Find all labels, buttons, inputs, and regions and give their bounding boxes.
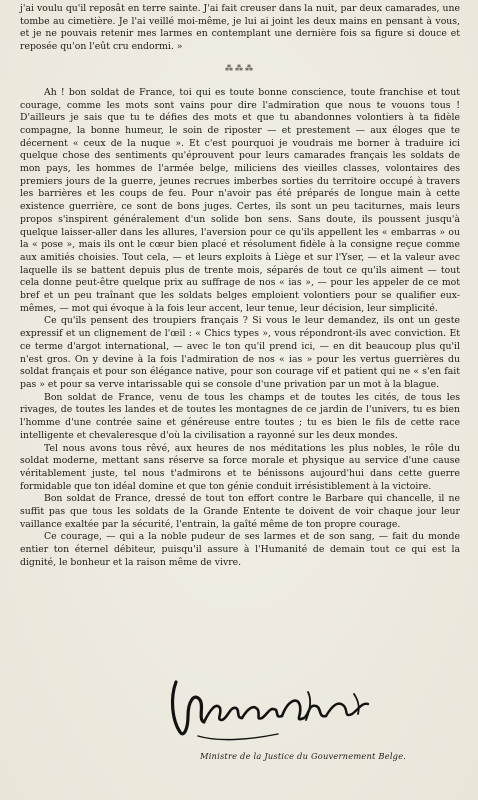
paragraph-3: Ce qu'ils pensent des troupiers français ? Si vous le leur demandez, ils ont un geste expressif et un clignement de l'œil : « Chics types », vous répondront-ils avec conviction. Et ce terme d'argot international, — avec le ton qu'il prend ici, — en dit beaucoup plus qu'il n'est gros. On y devine à la fois l'admiration de nos « ias » pour les vertus guerrières du soldat français et pour son élégance native, pour son courage vif et patient qui ne « s'en fait pas » et pour sa verve intarissable qui se console d'une privation par un mot à la blague.: [20, 315, 460, 390]
signatory-caption: Ministre de la Justice du Gouvernement Belge.: [200, 751, 407, 761]
paragraph-4: Bon soldat de France, venu de tous les champs et de toutes les cités, de tous les rivages, de toutes les landes et de toutes les montagnes de ce jardin de l'univers, tu es bien l'homme d'une contrée saine et généreuse entre toutes ; tu es bien le fils de cette race intelligente et chevaleresque d'où la civilisation a rayonné sur les deux mondes.: [20, 391, 460, 441]
paragraph-6: Bon soldat de France, dressé de tout ton effort contre le Barbare qui chancelle, il ne suffit pas que tous les soldats de la Grande Entente te doivent de voir chaque jour leur vaillance exaltée par la sécurité, l'entrain, la gaîté même de ton propre courage.: [20, 493, 460, 530]
section-ornament: ⁂⁂⁂: [225, 63, 255, 73]
paragraph-5: Tel nous avons tous rêvé, aux heures de nos méditations les plus nobles, le rôle du soldat moderne, mettant sans réserve sa force morale et physique au service d'une cause véritablement juste, tel nous t'admirons et te bénissons aujourd'hui dans cette guerre formidable que ton idéal domine et que ton génie conduit irrésistiblement à la victoire.: [20, 442, 460, 492]
paragraph-2: Ah ! bon soldat de France, toi qui es toute bonne conscience, toute franchise et tout courage, comme les mots sont vains pour dire l'admiration que nous te vouons tous ! D'ailleurs je sais que tu te défies des mots et que tu abandonnes volontiers à ta fidèle compagne, la bonne humeur, le soin de riposter — et prestement — aux éloges que te décernent « ceux de la nuque ». Et c'est pourquoi je voudrais me borner à traduire ici quelque chose des sentiments qu'éprouvent pour leurs camarades français les soldats de mon pays, les hommes de l'armée belge, miliciens des vieilles classes, volontaires des premiers jours de la guerre, jeunes recrues imberbes sorties du territoire occupé à travers les barrières et les coups de feu. Pour n'avoir pas été préparés de longue main à cette existence guerrière, ce sont de bons juges. Certes, ils sont un peu taciturnes, mais leurs propos s'inspirent généralement d'un solide bon sens. Sans doute, ils poussent jusqu'à quelque laisser-aller dans les allures, l'aversion pour ce qu'ils appellent les « embarras » ou la « pose », mais ils ont le cœur bien placé et résolument fidèle à la consigne reçue comme aux amitiés choisies. Tout cela, — et leurs exploits à Liège et sur l'Yser, — et la valeur avec laquelle ils se battent depuis plus de trente mois, séparés de tout ce qu'ils aiment — tout cela donne peut-être quelque prix au suffrage de nos « ias », — pour les appeler de ce mot bref et un peu traînant que les soldats belges emploient volontiers pour se qualifier eux-mêmes, — mot qui évoque à la fois leur accent, leur tenue, leur décision, leur simplicité.: [20, 86, 460, 314]
handwritten-signature: [158, 670, 388, 750]
paragraph-opening: j'ai voulu qu'il reposât en terre sainte. J'ai fait creuser dans la nuit, par deux camarades, une tombe au cimetière. Je l'ai veillé moi-même, je lui ai joint les deux mains en pensant à vous, et je ne pouvais retenir mes larmes en contemplant une dernière fois sa figure si douce et reposée qu'on l'eût cru endormi. »: [20, 3, 460, 53]
paragraph-7: Ce courage, — qui a la noble pudeur de ses larmes et de son sang, — fait du monde entier ton éternel débiteur, puisqu'il assure à l'Humanité de demain tout ce qui est la dignité, le bonheur et la raison même de vivre.: [20, 531, 460, 568]
